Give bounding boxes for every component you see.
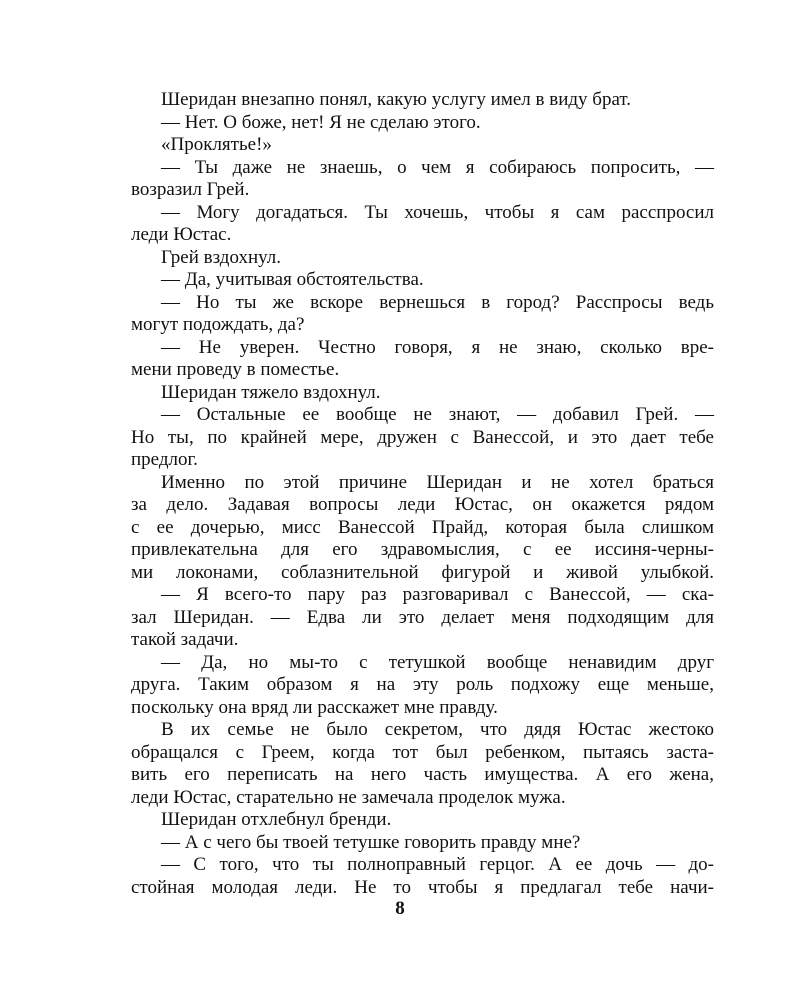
text-line: Шеридан отхлебнул бренди. xyxy=(161,809,392,830)
text-line: стойная молодая леди. Не то чтобы я предлагал тебе начи- xyxy=(131,876,714,898)
text-line: — Остальные ее вообще не знают, — добавил Грей. — xyxy=(161,404,714,425)
text-line: мени проведу в поместье. xyxy=(131,359,340,380)
text-line: — Да, учитывая обстоятельства. xyxy=(161,269,424,290)
text-line: — Могу догадаться. Ты хочешь, чтобы я сам расспросил xyxy=(161,201,714,223)
text-line: — Не уверен. Честно говоря, я не знаю, сколько вре- xyxy=(161,336,714,358)
text-line: Шеридан тяжело вздохнул. xyxy=(161,381,381,403)
page-number: 8 xyxy=(395,898,405,919)
text-line: Шеридан внезапно понял, какую услугу имел в виду брат. xyxy=(161,89,632,110)
text-line: «Проклятье!» xyxy=(161,134,272,155)
text-line: — Я всего-то пару раз разговаривал с Ванессой, — ска- xyxy=(161,584,714,605)
text-line: поскольку она вряд ли расскажет мне правду. xyxy=(131,696,498,718)
text-line: Но ты, по крайней мере, дружен с Ванессой, и это дает тебе xyxy=(131,426,714,448)
text-line: могут подождать, да? xyxy=(131,314,305,335)
text-line: с ее дочерью, мисс Ванессой Прайд, которая была слишком xyxy=(131,516,714,538)
text-line: Грей вздохнул. xyxy=(161,246,282,268)
text-line: обращался с Греем, когда тот был ребенком, пытаясь заста- xyxy=(131,741,714,763)
text-line: такой задачи. xyxy=(131,629,239,650)
text-line: — А с чего бы твоей тетушке говорить правду мне? xyxy=(161,831,581,853)
body-text xyxy=(131,89,714,899)
text-line: Именно по этой причине Шеридан и не хотел браться xyxy=(161,471,714,493)
text-line: — Но ты же вскоре вернешься в город? Расспросы ведь xyxy=(161,291,714,313)
text-line: — Ты даже не знаешь, о чем я собираюсь попросить, — xyxy=(161,156,714,178)
text-line: — Нет. О боже, нет! Я не сделаю этого. xyxy=(161,111,481,133)
text-line: за дело. Задавая вопросы леди Юстас, он окажется рядом xyxy=(131,494,714,515)
text-line: вить его переписать на него часть имущества. А его жена, xyxy=(131,764,714,785)
text-line: ми локонами, соблазнительной фигурой и живой улыбкой. xyxy=(131,561,714,583)
text-line: возразил Грей. xyxy=(131,179,250,200)
text-line: — Да, но мы-то с тетушкой вообще ненавидим друг xyxy=(161,651,714,673)
text-line: В их семье не было секретом, что дядя Юстас жестоко xyxy=(161,719,714,740)
text-line: леди Юстас. xyxy=(131,224,232,245)
text-line: — С того, что ты полноправный герцог. А ее дочь — до- xyxy=(161,854,714,875)
text-line: предлог. xyxy=(131,449,198,470)
text-line: друга. Таким образом я на эту роль подхожу еще меньше, xyxy=(131,674,714,695)
text-line: зал Шеридан. — Едва ли это делает меня подходящим для xyxy=(131,606,714,628)
text-line: привлекательна для его здравомыслия, с ее иссиня-черны- xyxy=(131,539,714,560)
text-line: леди Юстас, старательно не замечала проделок мужа. xyxy=(131,786,566,808)
